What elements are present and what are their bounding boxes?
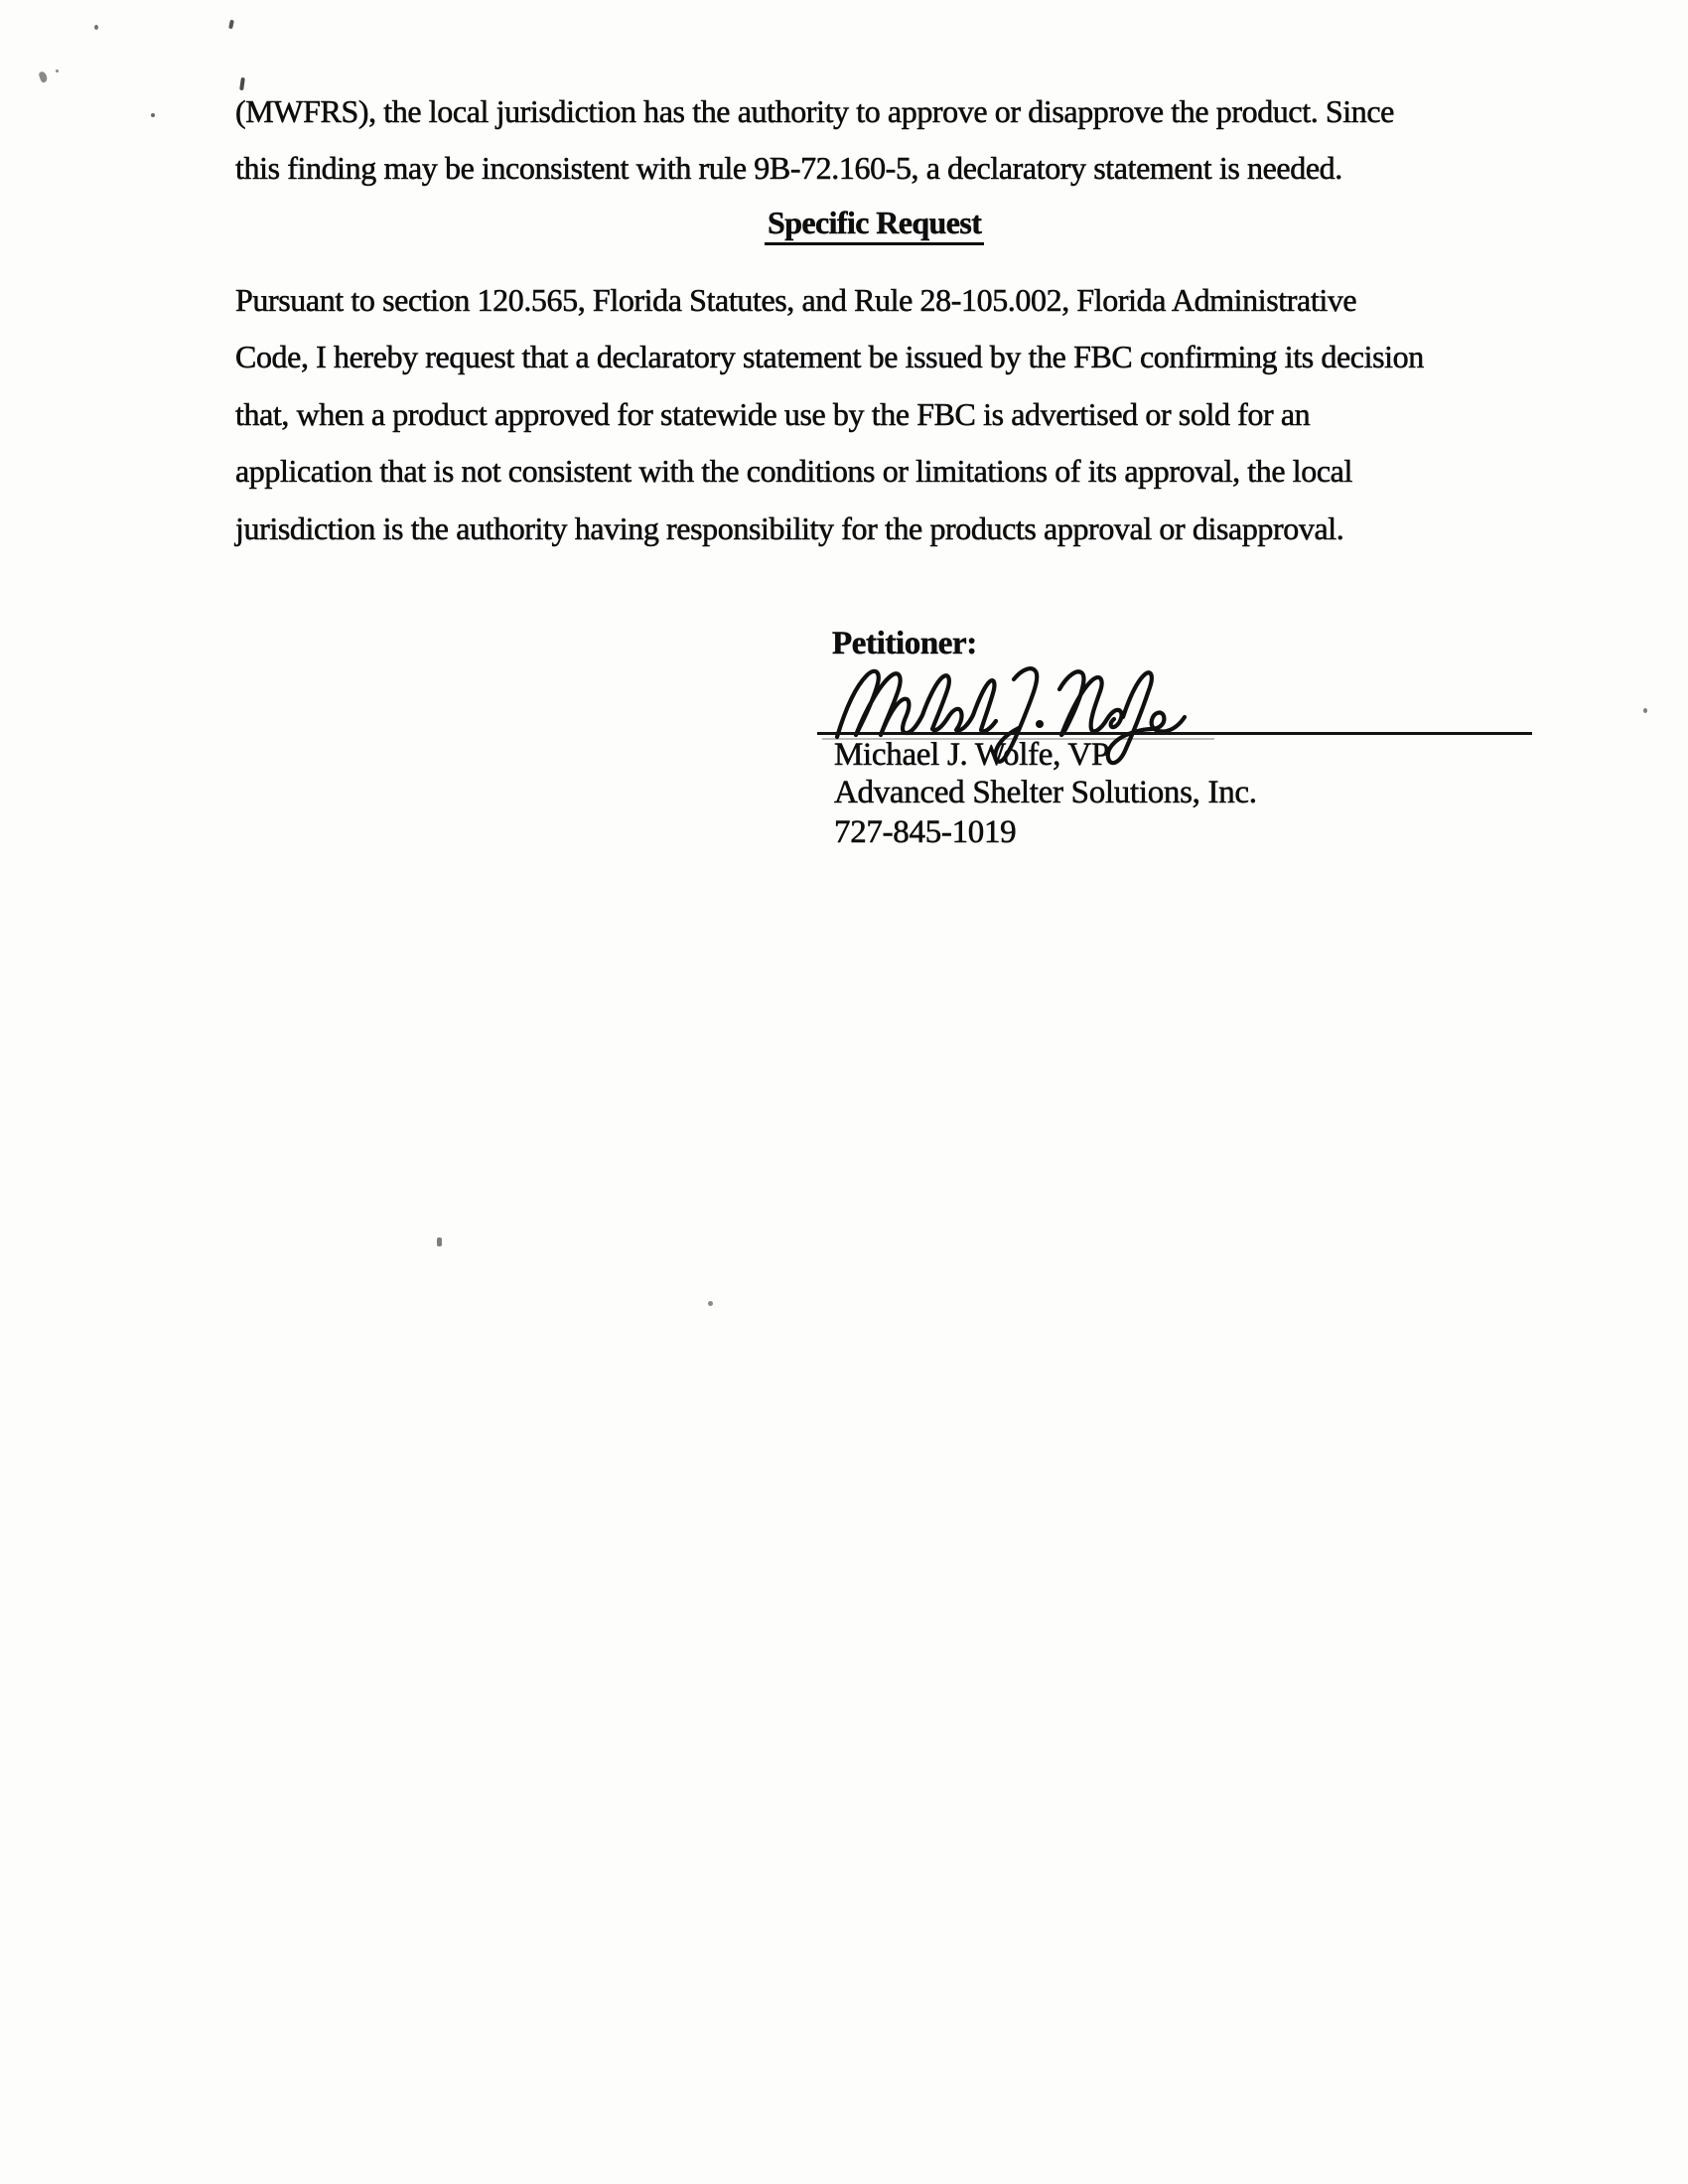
section-heading: Specific Request [765,205,984,245]
scan-speck [56,70,59,73]
paragraph-line: jurisdiction is the authority having responsibility for the products approval or disapproval. [235,510,1344,546]
scan-speck [708,1301,713,1306]
scan-speck [228,20,234,30]
scan-speck [151,113,155,117]
paragraph-line: Code, I hereby request that a declaratory statement be issued by the FBC confirming its decision [235,339,1424,374]
paragraph-line: this finding may be inconsistent with rule 9B-72.160-5, a declaratory statement is needed. [235,150,1342,186]
scan-speck [437,1238,442,1246]
signature-line [817,732,1532,735]
paragraph-line: (MWFRS), the local jurisdiction has the authority to approve or disapprove the product. Since [235,93,1394,129]
petitioner-label: Petitioner: [832,626,977,661]
signer-phone: 727-845-1019 [834,814,1017,850]
scan-speck [38,71,48,83]
signer-company: Advanced Shelter Solutions, Inc. [834,775,1257,810]
paragraph-line: application that is not consistent with the conditions or limitations of its approval, the local [235,453,1352,489]
signer-name-title: Michael J. Wolfe, VP [834,737,1110,773]
scan-speck [239,77,245,90]
paragraph-line: that, when a product approved for statewide use by the FBC is advertised or sold for an [235,396,1311,432]
scan-speck [1643,708,1647,713]
paragraph-line: Pursuant to section 120.565, Florida Statutes, and Rule 28-105.002, Florida Administrative [235,282,1357,318]
scan-speck [94,25,98,30]
